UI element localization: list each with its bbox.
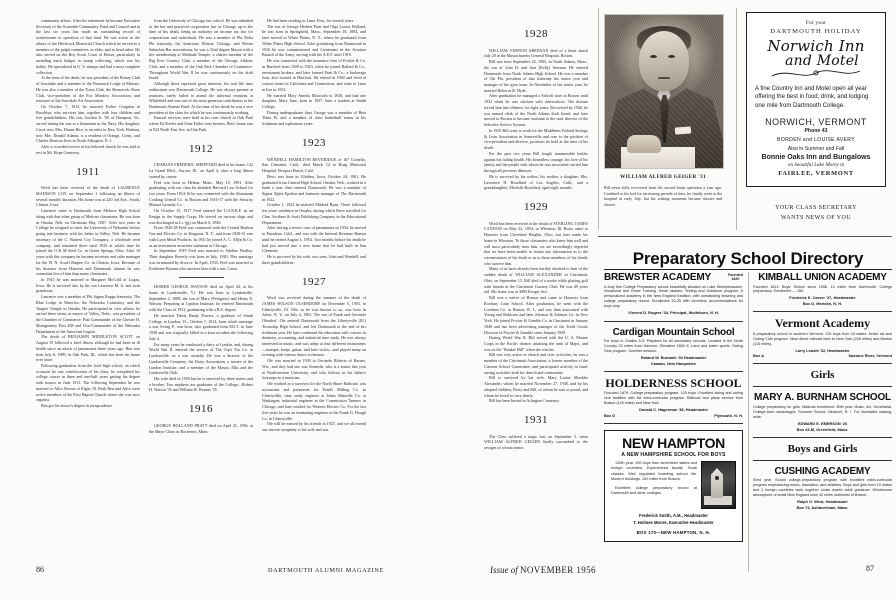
directory-listing[interactable] bbox=[604, 327, 743, 366]
school-name: BREWSTER ACADEMY bbox=[604, 272, 711, 283]
text-columns-left bbox=[36, 18, 482, 434]
nh-subtitle: A NEW HAMPSHIRE SCHOOL FOR BOYS bbox=[621, 451, 726, 458]
school-town: Plymouth, N. H. bbox=[714, 412, 743, 418]
column-divider bbox=[598, 8, 599, 230]
obituary-paragraph: Although these represent great interests, his real life time enthusiasm was Dartmouth College. He was always present at reunions, rarely failed to attend the informal reunions at Whitefield and was one of the most generous contributors to the Dartmouth Alumni Fund. At the time of his death he was a vice president of the class for which he was continuously working. bbox=[149, 81, 253, 115]
obituary-paragraph: Bill was a native of Boston and came to Hanover from Roxbury Latin School. After graduation, he went with the Loreham Co. in Boston, R. I., and was then associated with Young and Rubicam and later Johnson & Johnson Co. in New York. He joined Procter & Gamble Co. in Cincinnati in January 1948 and has been advertising manager of the Toilet Goods Division of Procter & Gamble since January 1949. bbox=[484, 295, 588, 335]
nh-headmaster-1: Frederick Smith, A.M., Headmaster bbox=[639, 512, 708, 518]
obituary-paragraph: He was connected with the insurance firm of Frisbie & Co. in Hartford from 1920 to 1923, when he joined Ballard & Co., investment brokers, and later formed Pratt & Co., a brokerage firm, also located in Hartford. He retired in 1940 and lived at various times in California and Connecticut, and went to Lima to live in 1951. bbox=[262, 58, 366, 92]
norwich-inn-advertisement[interactable] bbox=[746, 12, 886, 187]
school-address: Canaan, New Hampshire bbox=[650, 360, 697, 366]
obituary-paragraph: from the University of Chicago law school. He was admitted to the bar and practiced corporation law in Chicago up to the time of his death, being an authority on income tax law for corporations and individuals. He was a member of Phi Delta Phi fraternity; the American, Illinois, Chicago, and Wester Suburban Bar associations; he was a 32nd degree Mason with a life membership of Medinah Temple; a charter member of the Big Foot Country Club; a member of the Chicago Athletic Club; and a member of the Oak Park Chamber of Commerce. Throughout World War II he was continuously on the draft board. bbox=[149, 18, 253, 81]
school-box: Box A bbox=[753, 353, 765, 359]
ad-for-your: For your bbox=[805, 20, 827, 26]
obituary-paragraph: He is survived by his widow, his mother, a daughter, Mrs. Lawrence H. Rouillard of Los Angeles, Calif., and a granddaughter, Michelle Rouillard, aged eight months. bbox=[484, 173, 588, 191]
obituary-paragraph: For the past two years Bill fought innumerable battles against his failing health. His boundless courage, his love of his family and the people with whom he was associated carried him through all previous illnesses. bbox=[484, 150, 588, 174]
column-divider bbox=[736, 8, 737, 230]
school-headmaster: Frederick E. Carver '27, Headmaster bbox=[789, 295, 856, 301]
obituary-paragraph: Bill has been buried in Arlington Cemetery. bbox=[489, 398, 560, 404]
nh-box-address: BOX 170—NEW HAMPTON, N. H. bbox=[636, 530, 711, 536]
secretary-line-1: YOUR CLASS SECRETARY bbox=[775, 205, 857, 211]
school-headmaster: Roland W. Burbank '33 Headmaster bbox=[640, 354, 707, 360]
school-address bbox=[753, 353, 892, 358]
obituary-paragraph: CHARLES FREDERIC SHEFFARD died at his home, 122 La Grand Blvd., Aurora, Ill., on April 4, after a long illness caused by cancer. bbox=[149, 162, 253, 179]
class-secretary-notice bbox=[746, 204, 886, 224]
secretary-line-2: WANTS NEWS OF YOU bbox=[780, 214, 852, 221]
class-year-heading: 1929 bbox=[524, 200, 548, 213]
ad-season-note: Also in Summer and Fall bbox=[787, 145, 845, 152]
photo-caption: WILLIAM ALFRED GEIGER '31 bbox=[620, 174, 706, 180]
issue-date: NOVEMBER 1956 bbox=[520, 565, 596, 575]
obituary-paragraph: On October 15, 1917 Fred entered the U.S.N.R.F. as an Ensign in the Supply Corps. He served on various ships and was discharged as Lt. (jg) on March 6, 1920. bbox=[149, 208, 253, 225]
class-year-heading: 1927 bbox=[302, 275, 326, 288]
obituary-paragraph: He married Mary Amelia Ellsworth in 1926, and had one daughter, Mary Jane, born in 1927, later a student at Smith College. bbox=[262, 92, 366, 110]
obituary-paragraph: Fred was born in Helena, Mont., May 10, 1891. After graduating with our class he attended Harvard Law School for two years. From 1914-16 he was connected with the Aluminum Cooking Utensil Co. in Boston and 1916-17 with the Security Mutual Casualty Co. bbox=[149, 179, 253, 208]
school-description: A truly fine College Preparatory school beautifully situated on Lake Winnipesaukee. Vocational and Driver Training. Small classes. Testing and Guidance program. A personalized academy in the New England tradition, with outstanding teaching and college preparatory record. Enrollment 20-25 with dormitory accommodations for boys only. bbox=[604, 284, 743, 309]
portrait-photo-icon bbox=[604, 14, 724, 169]
ad-lake-line: on beautiful Lake Morey in bbox=[787, 161, 845, 168]
school-headmaster: Vincent D. Rogers '34, Principal, Wolfeboro, N. H. bbox=[628, 310, 719, 316]
obituary-paragraph: Bevo was born in Glidden, Iowa, October 24, 1901. He graduated from Central High School, Omaha, Neb., worked in a bank a year, then entered Dartmouth. He was a member of Sigma Alpha Epsilon and business manager of The Dartmouth in 1922. bbox=[262, 173, 366, 202]
page-number-left: 86 bbox=[36, 565, 44, 574]
obituary-paragraph: The Class suffered a tragic loss on September 5, when WILLIAM ALFRED GEIGER finally succumbed to the ravages of a brain tumor. bbox=[484, 433, 588, 451]
obituary-photo-block bbox=[604, 14, 722, 208]
article-column-3 bbox=[262, 18, 366, 434]
obituary-paragraph: Funeral services were held in his own church in Oak Park where Ed Keeler and Gene Fuller were bearers. Ben's home was at 924 North East Ave. in Oak Park. bbox=[149, 115, 253, 132]
obituary-paragraph: WILLIAM VERNON SREENAN died of a heart attack July 20 at the Massachusetts General Hospital, Boston. bbox=[484, 47, 588, 59]
obituary-paragraph: He had been residing in Lima, Peru, for several years. bbox=[267, 18, 355, 23]
directory-rule bbox=[753, 386, 892, 387]
founded-badge: Founded 1820 bbox=[727, 273, 743, 282]
section-divider bbox=[598, 236, 892, 237]
obituary-paragraph: Word has been received of the death of STERLING JAMES CANNON on May 22, 1954, in Wheaton, Ill. Roots came to Hanover from Cleveland Heights, Ohio, but later made his home in Wheaton. To those classmates who knew him well and will most particularly miss him, we are exceedingly regretful that we have been unable to obtain any information as to the circumstances of his death or as to those members of his family who survive him. bbox=[484, 220, 588, 266]
school-description: 92nd year. Sound college-preparatory program with excellent extra-curricular program emphasizing music, dramatics, and athletics. Boys and girls from 15 states and 3 foreign countries work together under expert adult guidance. Wholesome atmosphere of small New England town 40 miles northwest of Boston. bbox=[753, 478, 892, 497]
class-year-heading: 1916 bbox=[189, 403, 213, 416]
new-hampton-advertisement[interactable] bbox=[604, 430, 743, 542]
directory-rule bbox=[753, 460, 892, 461]
directory-top-rule bbox=[604, 269, 892, 270]
obituary-paragraph: October 1, 1924 he married Mildred Ryan. There followed ten years' residence in Omaha, during which Bevo travelled for Chas. Scribner & Son's Publishing Company in the Educational Department. bbox=[262, 202, 366, 225]
directory-listing[interactable] bbox=[753, 272, 892, 306]
obituary-paragraph: Bill was born September 22, 1905, in North Adams, Mass., the son of John H. and Ann (Kelly) Sreenan. He entered Dartmouth from North Adams High School. He was a member of Chi Phi, president of that fraternity his senior year and manager of the gym team. In November of his senior year, he married Rebecca R. Hyde. bbox=[484, 59, 588, 93]
school-name: CUSHING ACADEMY bbox=[774, 465, 871, 477]
obituary-paragraph: Bill is survived by his wife, Mary Louise Moulder Alexander, whom he married November 27, 1938, and by his adopted children, Betsy and Bill, of whom he was so proud, and whom he loved so very dearly. bbox=[484, 375, 588, 398]
directory-column-left bbox=[604, 272, 743, 542]
article-column-2 bbox=[149, 18, 253, 434]
obituary-paragraph: Ole will be missed by his friends in 1927, and we all extend our sincere sympathy to his wife and son. bbox=[262, 421, 366, 433]
directory-category-heading: Girls bbox=[810, 369, 835, 382]
ad-bonnie-oaks: Bonnie Oaks Inn and Bungalows bbox=[761, 153, 871, 161]
obituary-paragraph: He married Thetis Hardy Powers, a graduate of Smith College, at Lyndon, Vt., October 7, 1914, from which marriage a son, Irving P., was born, who graduated from M.I.T. in June 1938 and was tragically killed in a boat accident the following July 4. bbox=[149, 312, 253, 341]
text-columns-right bbox=[484, 18, 588, 451]
article-column-4 bbox=[484, 18, 588, 451]
school-headmaster: EDWARD E. EMERSON '26 bbox=[797, 420, 848, 426]
directory-rule bbox=[604, 423, 743, 424]
obituary-paragraph: GEORGE HOLLAND PRATT died on April 21, 1956, at the Mayo Clinic in Rochester, Minn. bbox=[149, 422, 253, 434]
photo-body-text: Bill never fully recovered from his second brain operation a year ago. Confined to his bed for increasing periods of time, he finally went to the hospital in early July, but his waking moments became shorter and shorter bbox=[604, 185, 722, 208]
directory-column-divider bbox=[748, 272, 749, 572]
directory-rule bbox=[753, 311, 892, 312]
class-year-heading: 1928 bbox=[524, 28, 548, 40]
nh-copy bbox=[611, 461, 697, 509]
obituary-paragraph: Bill was very active in church and civic activities; he was a member of the Cincinnati Association; a former member of the Citizens School Committee; and participated actively in fund-raising activities both for church and community. bbox=[484, 352, 588, 375]
obituary-paragraph: Ben got his doctor's degree in jurisprudence bbox=[41, 403, 113, 409]
obituary-paragraph: In September 1919 Fred was married to Adeline Findlay. Their daughter Beverly was born in July, 1920. This marriage was terminated by divorce. In April, 1933, Fred was married to Katherine Bynum who survives him with a son, Curtis. bbox=[149, 248, 253, 271]
obituary-paragraph: The death of BENJAMIN MIDDLETON SCOTT on August 19 followed a brief illness although he had been in ill health since an attack of pneumonia three years ago. Ben was born July 6, 1889, in Oak Park, Ill., which has been his home ever since. bbox=[36, 334, 140, 363]
directory-listing[interactable] bbox=[604, 272, 743, 316]
obituary-paragraph: He is survived by his wife, two sons, John and Wendell, and three grandchildren. bbox=[262, 254, 366, 265]
directory-listing[interactable] bbox=[753, 317, 892, 358]
school-description: For boys in Grades 5-9. Prepares for all secondary schools. Located in the North Country 22 miles from Hanover. Elevation 1800 ft. Land and water sports. Outing Club program. Summer session. bbox=[604, 339, 743, 353]
obituary-paragraph: Many of us have already been terribly shocked to hear of the sudden death of WILLIAM ALEXANDER in Cincinnati, Ohio, on September 15. Bill died of a stroke while playing golf with friends at the Cincinnati Country Club. He was 49 years old. His home was at 3883 Kroger Ave. bbox=[484, 266, 589, 295]
ad-town: NORWICH, VERMONT bbox=[765, 116, 867, 127]
class-year-heading: 1923 bbox=[302, 136, 326, 149]
entry-divider bbox=[179, 277, 224, 278]
school-name: MARY A. BURNHAM SCHOOL bbox=[754, 392, 891, 404]
directory-rule bbox=[753, 437, 892, 438]
directory-listing[interactable] bbox=[753, 466, 892, 510]
ad-logotype bbox=[755, 39, 877, 79]
ad-logotype-line2: and Motel bbox=[785, 53, 859, 70]
obituary-paragraph: Word has been received of the death of LAURENCE MADISON COY on September 1 following an illness of several months' duration. His home was at 220 3rd Ave., South, Clinton, Iowa. bbox=[36, 185, 140, 208]
obituary-paragraph: On October 7, 1913, he married Esther Congdon in Brooklyn, who survives him, together with four children and five grandchildren. His son, Gordon Jr. '38, of Hampton, Va., served during the war as a lieutenant in the Navy. His daughter, Carol, now Mrs. Duane Rice, is an artist in New York. Barbara, now Mrs. Donald Adams, is a resident of Orange, Conn., and Charles Denison lives in North Arlington, N. J. bbox=[36, 104, 140, 144]
obituary-paragraph: For many years he conducted a dairy at Lyndon, and, during World War II, entered the service of The Top's Fur Co. in Lyndonville, as a war casualty. He was a director of the Lyndonville Creamery, the Dairy Association, a trustee of the Lyndon Institute, and a member of the Mason, Elks and the Lyndonville Club. bbox=[149, 341, 253, 376]
directory-column-right bbox=[753, 272, 892, 542]
school-address: Box 73, Ashburnham, Mass. bbox=[796, 504, 849, 510]
class-year-heading: 1931 bbox=[524, 414, 548, 427]
nh-title: NEW HAMPTON bbox=[622, 434, 725, 451]
school-description: Founded 1879. College preparatory program. 120 boys. Excellent skiing and outing club facilities with full extra-curricular program. Railroad and plane service from Boston (120 miles) and New York. bbox=[604, 391, 743, 406]
obituary-paragraph: At the time of his death, he was president of the Rotary Club of Scarsdale and a member of the Nonotuck Lodge of Masons. He was also a member of the Town Club, the Shenorock Shore Club, vice-president of the Fox Meadow Association, and treasurer of the Scarsdale Art Association. bbox=[36, 75, 140, 104]
obituary-paragraph: The son of George Herbert Pratt and Olga Louise Holland, he was born in Springfield, Mass., September 18, 1894, and later moved to White Plains, N. Y., where he graduated from White Plains High School. After graduating from Dartmouth in 1916 he was commissioned and Lieutenant in the Aviation Branch of the Army, serving with the A.E.F. until 1919. bbox=[262, 23, 366, 58]
issue-prefix: Issue of bbox=[490, 565, 518, 575]
school-address: Box D, Meriden, N. H. bbox=[802, 301, 843, 307]
obituary-paragraph: community affairs. After his retirement he became Executive Secretary of the Scarsdale Community Fund and Council and in the last six years has made an outstanding record of achievement in operation of that fund. He was active in the affairs of the Hitchcock Memorial Church which he served as a member of the pulpit committee, as elder, and as head usher. He also served on the Boy Scout Court of Honor, particularly in awarding merit badges in stamp collecting, which was his hobby. He specialized in U. S. stamps and had a most complete collection. bbox=[36, 18, 140, 75]
nh-paragraph-1: 130th year, 190 boys from seventeen states and foreign countries. Experienced faculty. Small classes. Well regulated boarding school life. Modern buildings. 100 miles from Boston. bbox=[611, 460, 697, 482]
nh-headmasters bbox=[611, 513, 736, 526]
article-column-1 bbox=[36, 18, 140, 434]
ad-proprietors: BORDEN and LOUISE AVERY bbox=[777, 136, 855, 143]
school-box: Box D bbox=[604, 412, 616, 418]
school-address: Box 43-M, Greenfield, Mass. bbox=[796, 426, 849, 432]
directory-listing[interactable] bbox=[753, 392, 892, 431]
ad-fairlee: FAIRLEE, VERMONT bbox=[778, 169, 854, 177]
school-name: Cardigan Mountain School bbox=[612, 326, 735, 338]
obituary-paragraph: From 1920-28 Fred was connected with the Central Hudson Gas and Electric Co. in Kingston, N. Y., and from 1928-31 was with Lyon Metal Products. In 1931 he joined A. C. Allyn & Co. as an investment securities salesman in Chicago. bbox=[149, 225, 253, 248]
class-year-heading: 1911 bbox=[76, 165, 100, 178]
school-name: KIMBALL UNION ACADEMY bbox=[758, 272, 887, 283]
obituary-paragraph: During undergraduate days George was a member of Beta Theta Pi, and a member of class basketball teams in his freshman and sophomore years. bbox=[262, 109, 366, 127]
ad-logotype-line1: Norwich Inn bbox=[767, 37, 865, 55]
nh-headmaster-2: T. Holmes Moore, Executive Headmaster bbox=[633, 519, 714, 525]
school-address bbox=[604, 413, 743, 418]
school-name: Vermont Academy bbox=[774, 316, 871, 331]
ad-phone: Phone 43 bbox=[804, 127, 828, 134]
school-town: Saxtons River, Vermont bbox=[848, 353, 892, 359]
obituary-paragraph: After graduation he managed a Schraft store in Boston until 1932 when he was stricken with tuberculosis. The disease forced him into idleness for eight years. Recovered by 1940, he was named clerk of the North Adams draft board, and later moved to Boston to become assistant to the state director of the Selective Service System. bbox=[484, 93, 588, 128]
directory-category-heading: Boys and Girls bbox=[787, 442, 858, 455]
school-headmaster: Ralph O. West, Headmaster bbox=[797, 498, 848, 504]
school-headmaster: Donald C. Hagerman '38, Headmaster bbox=[638, 407, 709, 413]
obituary-paragraph: His wife died in 1950 but he is survived by three sisters and a brother. Two nephews are graduates of the College—Robert H. Watson '35 and William W. Bonner '35. bbox=[149, 376, 253, 393]
directory-rule bbox=[604, 371, 743, 372]
page-number-right: 87 bbox=[866, 564, 874, 573]
obituary-paragraph: Ole was married in 1930 to Gertrude Roberts of Racine, Wis., and they had one son, Kenneth, who is a senior this year at Northwestern University, and who follows in his father's footsteps as a musician. bbox=[262, 358, 366, 381]
directory-rule bbox=[604, 321, 743, 322]
obituary-paragraph: WENDELL HAMILTON BEVERIDGE of 167 Cornelio, San Clemente, Calif., died March 14 in Hoag Memorial Hospital, Newport Beach, Calif. bbox=[262, 156, 366, 174]
directory-rule bbox=[753, 363, 892, 364]
obituary-paragraph: Word was received during the summer of the death of JAMES WILSON OLSENDORF on December 5, 1955, in Libertyville, Ill. Olie, as he was known to us, was born in Afton, N. Y., on July 4, 1905. The son of Frank and Gertrude Olendorf, Ole entered Dartmouth from the Libertyville (Ill.) Township High School, and left Dartmouth at the end of his freshman year. He later continued his education with courses in dentistry, accounting, and industrial time study. He was always interested in music, and was adept at four different instruments—trumpet, banjo, guitar, and bass violin—and played many an evening with various dance orchestras. bbox=[262, 295, 366, 358]
obituary-paragraph: During World War II, Bill served with the U. S. Marine Corps in the Pacific theatre, attaining the rank of Major, and was on the "Bunker Hill" when she was hit. bbox=[484, 335, 588, 352]
school-name: HOLDERNESS SCHOOL bbox=[605, 375, 742, 390]
issue-line bbox=[490, 565, 596, 575]
school-headmaster: Larry Leavitt '32, Headmaster bbox=[795, 347, 850, 353]
nh-paragraph-2: Excellent college preparatory record at Dartmouth and other colleges. bbox=[611, 485, 697, 495]
obituary-paragraph: Laurence was a member of Phi Sigma Kappa fraternity, The Blue Lodge in Waterloo, the Nebraska Consistory and the Tangier Temple in Omaha. He participated in civic affairs: he served three terms as mayor of Valley, Nebr.; was president of the Chamber of Commerce; Past Commander of the Chester H. Montgomery Post #38 and Vice-Commander of the Nebraska Department of the American Legion. bbox=[36, 294, 140, 334]
obituary-paragraph: After a crowded service in his beloved church he was laid to rest in Mt. Hope Cemetery. bbox=[36, 144, 140, 155]
obituary-paragraph: In 1945 Bill went to work for the Middlesex Federal Savings & Loan Association in Somerville and rose to the position of vice-president and director, positions he held at the time of his death. bbox=[484, 127, 588, 151]
obituary-paragraph: Following graduation from the local high school, on which occasion he was valedictorian of his class, he completed his college course in three and one-half years getting his degree with honors in June 1911. The following September he was married to Alice Brown of Elgin, Ill. Both Ben and Alice were active members of the First Baptist Church where she was once organist. bbox=[36, 363, 140, 403]
obituary-paragraph: Ole worked as a surveyor for the North Shore Railroad; was accountant and paymaster for Pond's Milling Co. in Libertyville; time study engineer at Johns Manville Co. at Waukegan; industrial engineer at the Commission Tanners in Chicago; and later worked for Western Electric Co. For the last five years he was an estimating engineer at the Frank G. Hough Co. in Libertyville. bbox=[262, 381, 366, 421]
obituary-paragraph: HOMER GEORGE WATSON died on April 24, at his home in Lyndonville, Vt. He was born at Lyndonville, September 2, 1888, the son of Mary (Pettigrew) and Henry E. Watson. Preparing at Lyndon Institute, he entered Dartmouth with the Class of 1912, graduating with a B.S. degree. bbox=[149, 284, 253, 313]
directory-listing[interactable] bbox=[604, 377, 743, 418]
school-description: College preparatory for girls. National enrollment. 80th year. Music, Art, Secretarial. College-town advantages. Summer School, Newport, R. I. For illustrated catalog, write: bbox=[753, 404, 892, 419]
directory-title: Preparatory School Directory bbox=[632, 249, 864, 268]
obituary-paragraph: Laurence came to Dartmouth from Melrose High School along with that other group of Melrose classmates. He was born in Omaha, Neb. on Christmas Day, 1887. After two years in College he resigned to enter the University of Nebraska before going into business with his father in Valley, Neb. He became secretary of the C. Burnett Coy Company, a wholesale seed company, and remained there until 1923 at which time he joined the O & M Seed Co. in Green Springs, Ohio. After 10 years with this company he became secretary and sales manager for the W. N. Scarff Burpee Co. in Clinton, Iowa. Because of his distance from Hanover and Dartmouth alumni he saw somewhat less of him than many classmates. bbox=[36, 208, 140, 277]
obituary-paragraph: After having a severe case of pneumonia in 1934, he moved to Pasadena, Calif., and was with the Internal Revenue Bureau until he retired August 1, 1954. Two months before his death he had just moved into a new home that he had built in San Clemente. bbox=[262, 225, 366, 254]
obituary-paragraph: In 1915 he was married to Margaret McCold of Logan, Iowa. He is survived also by his son Laurence M. Jr. and twin grandsons. bbox=[36, 276, 140, 294]
school-building-illustration-icon bbox=[701, 461, 736, 509]
publication-name: DARTMOUTH ALUMNI MAGAZINE bbox=[268, 567, 384, 574]
ad-description: A fine Country Inn and Motel open all year offering the best in food, drink, and lodging one mile from Dartmouth College. bbox=[755, 85, 869, 109]
ad-holiday-headline: DARTMOUTH HOLIDAY bbox=[770, 28, 862, 35]
school-description: Founded 1813. Boys' School since 1956. 14 miles from Dartmouth. College preparatory. Enrollment — 150. bbox=[753, 284, 892, 294]
class-year-heading: 1912 bbox=[189, 142, 213, 155]
school-description: A preparatory school in southern Vermont. 125 boys from 15 states. Active ski and Outing Club program. Near direct railroad lines to New York (228 miles) and Boston (115 miles). bbox=[753, 331, 892, 346]
